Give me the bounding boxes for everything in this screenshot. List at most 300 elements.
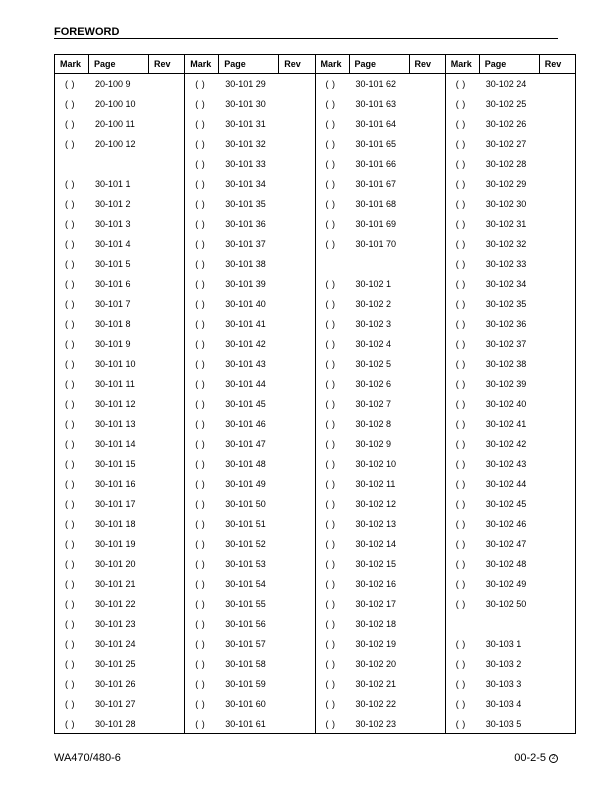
row-page: 30-102 19 (355, 639, 397, 649)
table-row (55, 454, 184, 474)
row-page: 20-100 9 (95, 79, 131, 89)
row-mark: ( ) (65, 299, 75, 309)
row-page: 30-102 50 (485, 599, 527, 609)
row-page: 30-101 44 (225, 379, 266, 389)
table-row (316, 374, 445, 394)
table-row (316, 694, 445, 714)
row-mark: ( ) (325, 239, 336, 249)
row-mark: ( ) (325, 679, 336, 689)
table-row (55, 374, 184, 394)
table-row (55, 334, 184, 354)
row-mark: ( ) (455, 399, 466, 409)
row-page: 30-102 46 (485, 519, 527, 529)
row-mark: ( ) (195, 619, 206, 629)
row-page: 30-101 18 (95, 519, 136, 529)
table-row (55, 134, 184, 154)
row-page: 30-101 65 (355, 139, 397, 149)
table-row (316, 354, 445, 374)
row-mark: ( ) (65, 679, 75, 689)
header-page: Page (219, 55, 279, 73)
table-row (316, 294, 445, 314)
row-mark: ( ) (455, 159, 466, 169)
row-page: 30-101 32 (225, 139, 266, 149)
row-page: 30-102 30 (485, 199, 527, 209)
row-page: 30-102 7 (355, 399, 392, 409)
row-mark: ( ) (65, 579, 75, 589)
table-row (185, 294, 314, 314)
table-row (185, 314, 314, 334)
table-row (316, 254, 445, 274)
table-row (185, 714, 314, 734)
row-page: 30-102 8 (355, 419, 392, 429)
table-row (446, 414, 575, 434)
row-mark: ( ) (455, 659, 466, 669)
row-mark: ( ) (455, 539, 466, 549)
table-row (185, 634, 314, 654)
row-page: 30-102 36 (485, 319, 527, 329)
table-row (55, 514, 184, 534)
row-page: 30-101 8 (95, 319, 131, 329)
row-page: 30-101 70 (355, 239, 397, 249)
row-page: 30-101 10 (95, 359, 136, 369)
table-row (55, 214, 184, 234)
row-mark: ( ) (65, 539, 75, 549)
row-page: 30-101 31 (225, 119, 266, 129)
row-page: 30-102 49 (485, 579, 527, 589)
row-mark: ( ) (325, 339, 336, 349)
row-mark: ( ) (325, 459, 336, 469)
row-mark: ( ) (455, 479, 466, 489)
table-row (316, 394, 445, 414)
row-page: 30-101 49 (225, 479, 266, 489)
row-page: 30-102 24 (485, 79, 527, 89)
row-mark: ( ) (325, 639, 336, 649)
table-row (446, 714, 575, 734)
row-page: 30-101 33 (225, 159, 266, 169)
row-page: 30-101 35 (225, 199, 266, 209)
table-row (55, 394, 184, 414)
row-mark: ( ) (325, 279, 336, 289)
table-row (446, 134, 575, 154)
row-page: 30-101 28 (95, 719, 136, 729)
table-row (446, 554, 575, 574)
section-title: FOREWORD (54, 26, 120, 38)
header-mark: Mark (316, 55, 350, 73)
row-page: 30-102 4 (355, 339, 392, 349)
row-page: 30-102 20 (355, 659, 397, 669)
row-mark: ( ) (455, 319, 466, 329)
row-page: 30-101 67 (355, 179, 397, 189)
table-row (446, 254, 575, 274)
row-mark: ( ) (325, 439, 336, 449)
row-mark: ( ) (325, 419, 336, 429)
table-row (185, 74, 314, 94)
row-mark: ( ) (65, 659, 75, 669)
row-mark: ( ) (455, 99, 466, 109)
row-page: 30-102 27 (485, 139, 527, 149)
row-page: 30-102 12 (355, 499, 397, 509)
title-rule (54, 38, 558, 39)
row-mark: ( ) (65, 79, 75, 89)
row-page: 30-101 51 (225, 519, 266, 529)
table-row (185, 354, 314, 374)
table-row (316, 474, 445, 494)
table-row (185, 494, 314, 514)
row-page: 20-100 11 (95, 119, 135, 129)
row-mark: ( ) (195, 99, 206, 109)
table-row (316, 594, 445, 614)
row-mark: ( ) (195, 259, 206, 269)
row-page: 30-101 50 (225, 499, 266, 509)
table-row (185, 514, 314, 534)
table-row (316, 314, 445, 334)
table-row (446, 174, 575, 194)
row-page: 30-102 5 (355, 359, 392, 369)
table-row (185, 674, 314, 694)
row-mark: ( ) (65, 399, 75, 409)
row-page: 30-101 22 (95, 599, 136, 609)
row-page: 30-102 18 (355, 619, 397, 629)
row-mark: ( ) (455, 359, 466, 369)
row-page: 30-102 9 (355, 439, 392, 449)
header-page: Page (480, 55, 540, 73)
table-row (316, 94, 445, 114)
table-row (55, 534, 184, 554)
table-row (316, 174, 445, 194)
row-mark: ( ) (65, 419, 75, 429)
row-mark: ( ) (455, 439, 466, 449)
row-mark: ( ) (455, 579, 466, 589)
table-row (55, 94, 184, 114)
row-mark: ( ) (195, 199, 206, 209)
row-page: 30-102 33 (485, 259, 527, 269)
row-mark: ( ) (325, 519, 336, 529)
row-mark: ( ) (455, 459, 466, 469)
table-row (55, 554, 184, 574)
row-mark: ( ) (195, 439, 206, 449)
row-page: 30-102 6 (355, 379, 392, 389)
table-row (316, 114, 445, 134)
row-mark: ( ) (195, 219, 206, 229)
row-page: 30-101 41 (225, 319, 266, 329)
table-row (446, 354, 575, 374)
row-page: 30-102 37 (485, 339, 527, 349)
row-mark: ( ) (325, 359, 336, 369)
row-mark: ( ) (65, 559, 75, 569)
row-page: 30-102 11 (355, 479, 396, 489)
row-page: 30-102 43 (485, 459, 527, 469)
row-mark: ( ) (65, 439, 75, 449)
row-page: 30-101 24 (95, 639, 136, 649)
table-row (446, 74, 575, 94)
row-mark: ( ) (325, 399, 336, 409)
row-mark: ( ) (325, 599, 336, 609)
row-mark: ( ) (195, 379, 206, 389)
row-page: 30-102 22 (355, 699, 397, 709)
row-mark: ( ) (65, 459, 75, 469)
table-row (185, 694, 314, 714)
table-row (446, 154, 575, 174)
page-list-table (54, 54, 576, 734)
table-row (446, 374, 575, 394)
table-row (446, 314, 575, 334)
table-row (316, 634, 445, 654)
row-page: 30-101 16 (95, 479, 136, 489)
row-page: 30-101 47 (225, 439, 266, 449)
row-page: 30-101 17 (95, 499, 136, 509)
row-mark: ( ) (195, 139, 206, 149)
table-row (446, 674, 575, 694)
row-mark: ( ) (455, 559, 466, 569)
row-page: 30-101 60 (225, 699, 266, 709)
row-page: 30-101 3 (95, 219, 131, 229)
row-page: 30-103 2 (485, 659, 522, 669)
table-row (185, 234, 314, 254)
row-page: 30-102 2 (355, 299, 392, 309)
row-mark: ( ) (195, 479, 206, 489)
row-mark: ( ) (65, 639, 75, 649)
footer-page-number: 00-2-5 (514, 752, 546, 764)
row-mark: ( ) (195, 399, 206, 409)
table-row (185, 114, 314, 134)
table-row (446, 454, 575, 474)
table-row (316, 674, 445, 694)
row-page: 30-101 45 (225, 399, 266, 409)
table-row (55, 434, 184, 454)
table-row (316, 414, 445, 434)
row-page: 30-101 2 (95, 199, 131, 209)
footer-model: WA470/480-6 (54, 752, 121, 764)
table-row (55, 354, 184, 374)
table-row (316, 234, 445, 254)
table-row (55, 574, 184, 594)
table-row (316, 214, 445, 234)
footer-page (514, 752, 558, 764)
row-mark: ( ) (65, 139, 75, 149)
row-mark: ( ) (455, 299, 466, 309)
row-page: 30-102 28 (485, 159, 527, 169)
row-mark: ( ) (195, 459, 206, 469)
table-row (185, 374, 314, 394)
row-mark: ( ) (65, 359, 75, 369)
table-row (55, 274, 184, 294)
row-page: 30-101 14 (95, 439, 136, 449)
row-page: 30-102 23 (355, 719, 397, 729)
row-page: 30-101 21 (95, 579, 136, 589)
row-page: 30-101 23 (95, 619, 136, 629)
row-page: 30-101 6 (95, 279, 131, 289)
row-mark: ( ) (65, 379, 75, 389)
row-page: 30-101 27 (95, 699, 136, 709)
row-mark: ( ) (65, 479, 75, 489)
row-page: 30-103 4 (485, 699, 522, 709)
table-row (185, 94, 314, 114)
row-mark: ( ) (455, 599, 466, 609)
row-page: 30-102 16 (355, 579, 397, 589)
row-page: 30-102 29 (485, 179, 527, 189)
revision-mark-icon: 2 (549, 754, 558, 763)
table-row (55, 474, 184, 494)
column-group (316, 54, 446, 733)
row-page: 30-102 48 (485, 559, 527, 569)
row-page: 20-100 10 (95, 99, 136, 109)
row-page: 30-102 17 (355, 599, 397, 609)
row-mark: ( ) (65, 119, 75, 129)
table-row (185, 434, 314, 454)
row-mark: ( ) (455, 719, 466, 729)
table-row (185, 194, 314, 214)
table-row (316, 74, 445, 94)
row-mark: ( ) (195, 299, 206, 309)
table-row (185, 474, 314, 494)
row-mark: ( ) (455, 119, 466, 129)
row-page: 30-102 44 (485, 479, 527, 489)
row-page: 30-101 1 (95, 179, 131, 189)
row-mark: ( ) (325, 199, 336, 209)
row-mark: ( ) (65, 279, 75, 289)
row-mark: ( ) (195, 639, 206, 649)
row-page: 30-102 13 (355, 519, 397, 529)
row-page: 30-102 45 (485, 499, 527, 509)
table-row (446, 114, 575, 134)
row-page: 30-101 20 (95, 559, 136, 569)
table-row (446, 294, 575, 314)
row-mark: ( ) (195, 579, 206, 589)
row-mark: ( ) (195, 159, 206, 169)
row-mark: ( ) (325, 119, 336, 129)
row-mark: ( ) (325, 619, 336, 629)
table-row (55, 234, 184, 254)
row-mark: ( ) (325, 499, 336, 509)
row-page: 30-101 55 (225, 599, 266, 609)
row-mark: ( ) (195, 419, 206, 429)
column-group (446, 54, 576, 733)
table-row (55, 614, 184, 634)
row-page: 30-101 15 (95, 459, 136, 469)
table-row (316, 654, 445, 674)
row-mark: ( ) (325, 379, 336, 389)
row-page: 30-101 5 (95, 259, 131, 269)
table-row (446, 574, 575, 594)
row-mark: ( ) (455, 699, 466, 709)
row-mark: ( ) (455, 219, 466, 229)
row-page: 30-103 1 (485, 639, 522, 649)
column-header (316, 54, 445, 74)
table-row (446, 214, 575, 234)
row-page: 30-103 5 (485, 719, 522, 729)
table-row (316, 154, 445, 174)
row-page: 30-101 42 (225, 339, 266, 349)
table-row (185, 214, 314, 234)
row-mark: ( ) (455, 679, 466, 689)
header-page: Page (89, 55, 149, 73)
header-mark: Mark (55, 55, 89, 73)
row-page: 30-101 26 (95, 679, 136, 689)
row-mark: ( ) (325, 719, 336, 729)
row-page: 20-100 12 (95, 139, 136, 149)
row-mark: ( ) (65, 719, 75, 729)
row-page: 30-101 9 (95, 339, 131, 349)
header-mark: Mark (185, 55, 219, 73)
row-mark: ( ) (195, 499, 206, 509)
row-page: 30-101 37 (225, 239, 266, 249)
table-row (55, 634, 184, 654)
row-page: 30-102 42 (485, 439, 527, 449)
column-group (185, 54, 315, 733)
row-page: 30-101 63 (355, 99, 397, 109)
row-mark: ( ) (195, 599, 206, 609)
row-mark: ( ) (65, 599, 75, 609)
column-header (55, 54, 184, 74)
row-page: 30-101 13 (95, 419, 136, 429)
table-row (316, 494, 445, 514)
table-row (55, 174, 184, 194)
table-row (185, 414, 314, 434)
row-mark: ( ) (195, 239, 206, 249)
row-mark: ( ) (195, 559, 206, 569)
row-page: 30-101 68 (355, 199, 397, 209)
table-row (185, 254, 314, 274)
row-page: 30-101 58 (225, 659, 266, 669)
table-row (185, 614, 314, 634)
row-mark: ( ) (65, 239, 75, 249)
table-row (446, 474, 575, 494)
table-row (446, 694, 575, 714)
row-page: 30-102 26 (485, 119, 527, 129)
row-mark: ( ) (455, 279, 466, 289)
row-mark: ( ) (455, 79, 466, 89)
row-page: 30-102 47 (485, 539, 527, 549)
row-mark: ( ) (325, 579, 336, 589)
row-mark: ( ) (325, 559, 336, 569)
row-page: 30-101 53 (225, 559, 266, 569)
column-group (55, 54, 185, 733)
row-page: 30-102 39 (485, 379, 527, 389)
row-page: 30-101 48 (225, 459, 266, 469)
row-page: 30-101 59 (225, 679, 266, 689)
row-page: 30-101 69 (355, 219, 397, 229)
row-mark: ( ) (455, 379, 466, 389)
row-mark: ( ) (325, 99, 336, 109)
table-row (185, 574, 314, 594)
table-row (185, 454, 314, 474)
header-rev: Rev (414, 59, 432, 69)
row-page: 30-101 56 (225, 619, 266, 629)
table-row (185, 534, 314, 554)
row-mark: ( ) (195, 79, 206, 89)
table-row (55, 414, 184, 434)
row-mark: ( ) (65, 339, 75, 349)
row-page: 30-101 61 (225, 719, 266, 729)
table-row (446, 614, 575, 634)
table-row (446, 514, 575, 534)
header-page: Page (350, 55, 410, 73)
table-row (185, 554, 314, 574)
row-mark: ( ) (65, 619, 75, 629)
table-row (55, 194, 184, 214)
header-mark: Mark (446, 55, 480, 73)
row-page: 30-102 14 (355, 539, 397, 549)
row-page: 30-101 4 (95, 239, 131, 249)
row-mark: ( ) (325, 139, 336, 149)
table-row (55, 254, 184, 274)
row-page: 30-101 64 (355, 119, 397, 129)
table-row (446, 234, 575, 254)
table-row (446, 94, 575, 114)
column-header (446, 54, 575, 74)
table-row (446, 394, 575, 414)
row-page: 30-101 36 (225, 219, 266, 229)
